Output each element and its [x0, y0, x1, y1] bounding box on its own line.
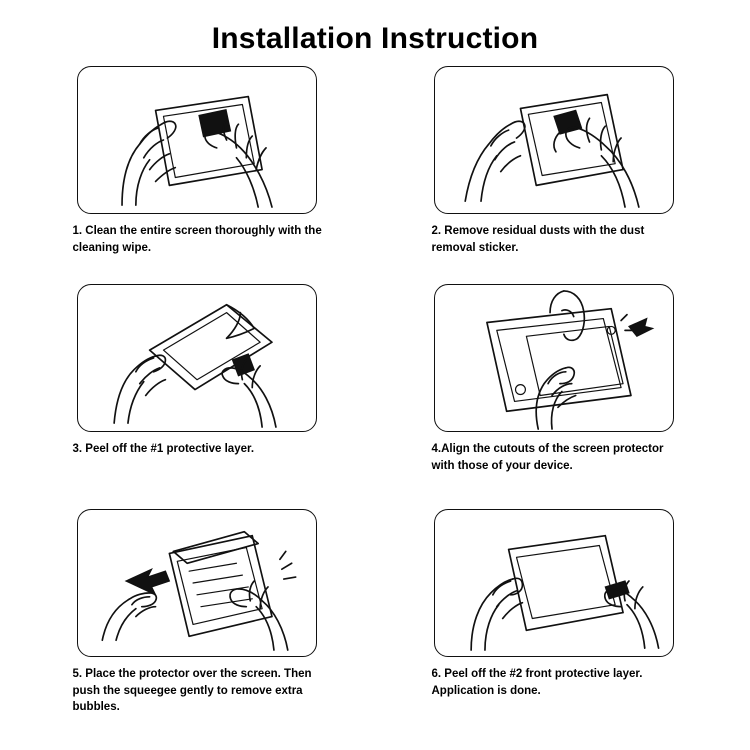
- step-4: [375, 284, 732, 509]
- page-title: Installation Instruction: [211, 22, 539, 55]
- step-5-illustration: [77, 509, 317, 657]
- step-3-caption: 3. Peel off the #1 protective layer.: [72, 443, 255, 455]
- step-5-caption: 5. Place the protector over the screen. Then push the squeegee gently to remove extra bubbles.: [72, 668, 312, 714]
- step-6-illustration: [434, 509, 674, 657]
- step-5: [18, 509, 375, 739]
- step-1-illustration: [77, 66, 317, 214]
- step-3: [18, 284, 375, 509]
- step-2-illustration: [434, 66, 674, 214]
- step-6: [375, 509, 732, 739]
- step-3-illustration: [77, 284, 317, 432]
- step-1-caption: 1. Clean the entire screen thoroughly with the cleaning wipe.: [72, 225, 322, 254]
- step-6-caption: 6. Peel off the #2 front protective layer. Application is done.: [431, 668, 643, 697]
- step-1: [18, 66, 375, 284]
- step-2: [375, 66, 732, 284]
- step-4-caption: 4.Align the cutouts of the screen protector with those of your device.: [431, 443, 664, 472]
- step-4-illustration: [434, 284, 674, 432]
- steps-grid: [0, 66, 750, 739]
- step-2-caption: 2. Remove residual dusts with the dust removal sticker.: [431, 225, 645, 254]
